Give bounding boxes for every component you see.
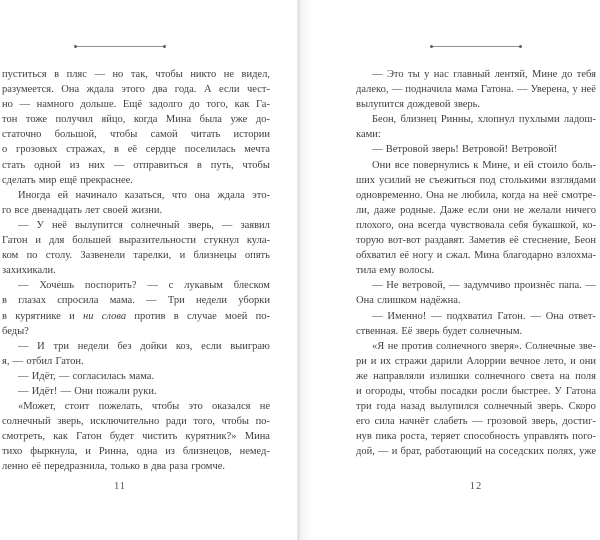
text-line: Иногда ей начинало казаться, что она ждала это- (18, 189, 270, 201)
text-line: торую вот-вот раздавят. Заметив её стеснение, Беон (356, 235, 596, 247)
text-line: тила ему волосы. (356, 265, 435, 277)
text-line: далеко, — подначила мама Гатона. — Уверена, у неё (356, 84, 596, 96)
text-line: — Идёт! — Они пожали руки. (18, 385, 157, 397)
text-line: статочно большой, чтобы самой читать истории (2, 129, 270, 141)
scene-break-ornament-icon (430, 43, 522, 50)
ornament-right-dot-icon (163, 45, 166, 48)
text-line: его сила начнёт слабеть — грозовой зверь, достиг- (356, 416, 596, 428)
text-line: — У неё вылупится солнечный зверь, — заявил (18, 219, 270, 231)
text-line: ленно её передразнила, только в два раза громче. (2, 461, 226, 473)
text-line: же направляли излишки солнечного света на поля (356, 370, 596, 382)
text-line: плохого, она всегда чувствовала себя букашкой, ко- (356, 219, 596, 231)
text-line: — И три недели без дойки коз, если выиграю (18, 340, 270, 352)
text-line: о грозовых стражах, в её сердце поселилась мечта (2, 144, 270, 156)
text-line: разумеется. Она ждала этого два года. А если чест- (2, 84, 270, 96)
ornament-rule-icon (433, 46, 518, 47)
text-line: Они все повернулись к Мине, и ей стоило боль- (372, 159, 596, 171)
text-line: дой, — и брат, работающий на соседских полях, уже (356, 446, 596, 458)
page-text-left (2, 67, 270, 475)
text-line: три года назад вылупился солнечный зверь. Скоро (356, 401, 596, 413)
scene-break-ornament-icon (74, 43, 166, 50)
text-line: ших усилий не съежиться под столькими взглядами (356, 174, 596, 186)
text-line: — Ветровой зверь! Ветровой! Ветровой! (372, 144, 558, 156)
text-line: солнечный зверь, исключительно ради того, чтобы по- (2, 416, 270, 428)
text-line: ками: (356, 129, 381, 141)
page-number-right: 12 (469, 481, 483, 492)
text-line: смотреть, как Гатон будет чистить курятник?» Мина (2, 431, 270, 443)
text-line: — Именно! — подхватил Гатон. — Она ответ- (372, 310, 596, 322)
text-line: нув пика роста, теряет способность управлять пого- (356, 431, 596, 443)
text-line: — Хочешь поспорить? — с лукавым блеском (18, 280, 270, 292)
ornament-rule-icon (77, 46, 162, 47)
text-line: — Идёт, — согласилась мама. (18, 370, 155, 382)
page-text-right (356, 67, 596, 459)
text-line: тон тоже получил яйцо, когда Мина была уже до- (2, 114, 270, 126)
text-line: но — намного дольше. Ещё задолго до того, как Га- (2, 99, 270, 111)
text-line: ком по столу. Зазвенели тарелки, и близнецы опять (2, 250, 270, 262)
text-line: ли, даже родные. Даже если они не желали ничего (356, 204, 596, 216)
ornament-right-dot-icon (519, 45, 522, 48)
text-line: го все двенадцать лет своей жизни. (2, 204, 163, 216)
text-line: Беон, близнец Ринны, хлопнул пухлыми ладош- (372, 114, 596, 126)
text-line: Она слишком надёжна. (356, 295, 461, 307)
page-number-left: 11 (113, 481, 127, 492)
text-line: я, — отбил Гатон. (2, 355, 84, 367)
page-left (0, 0, 297, 540)
text-line: захихикали. (2, 265, 56, 277)
text-line: ственная. Её зверь будет солнечным. (356, 325, 523, 337)
text-line: вылупится дождевой зверь. (356, 99, 481, 111)
text-line: беды? (2, 325, 29, 337)
text-line: — Это ты у нас главный лентяй, Мине до тебя (372, 69, 596, 80)
page-right (300, 0, 600, 540)
text-line: в курятнике и ни слова против в случае моей по- (2, 310, 270, 322)
text-line: — Не ветровой, — задумчиво произнёс папа. — (372, 280, 596, 292)
text-line: обхватил её ногу и сжал. Мина благодарно взлохма- (356, 250, 596, 262)
text-line: «Я не против солнечного зверя». Солнечные зве- (372, 340, 596, 352)
text-line: «Может, стоит пожелать, чтобы это оказался не (18, 401, 270, 413)
text-line: пуститься в пляс — но так, чтобы никто не видел, (2, 69, 270, 80)
text-line: тихо фыркнула, и Ринна, одна из близнецов, немед- (2, 446, 270, 458)
text-line: Гатон и для большей выразительности стукнул кула- (2, 235, 270, 247)
text-line: и огороды, чтобы посадки росли быстрее. У Гатона (356, 385, 596, 397)
text-line: стать одной из них — отправиться в путь, чтобы (2, 159, 270, 171)
text-line: одновременно. Она не любила, когда на неё смотре- (356, 189, 596, 201)
text-line: в глазах спросила мама. — Три недели уборки (2, 295, 270, 307)
text-line: ри и их стражи дарили Алоррии вечное лето, и они (356, 355, 596, 367)
text-line: сделать мир ещё прекраснее. (2, 174, 133, 186)
